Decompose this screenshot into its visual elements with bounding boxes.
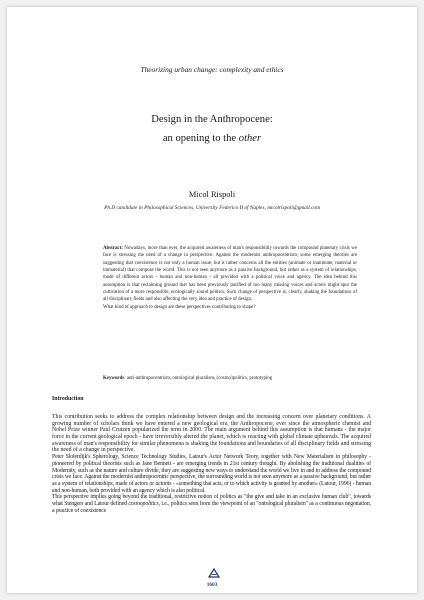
running-header: Theorizing urban change: complexity and ethics (140, 65, 284, 74)
paper-subtitle (7, 133, 417, 144)
abstract-block (103, 245, 357, 311)
body-paragraph-3 (52, 494, 371, 514)
body-paragraph-3-part-a: This perspective implies going beyond the traditional, restrictive notion of politics as "the give and take in an exclusive human club", towards what Stengers and Latour defined (52, 494, 371, 507)
body-paragraph-2-part-b: - «something that acts, or to which activity is granted by another» (Latour, 1996) - human and non-human, both provided with an agency which is also political. (52, 480, 372, 494)
keywords-text: : anti-anthropocentrism, ontological pluralism, (cosmo)politics, prototyping (124, 376, 273, 381)
body-paragraph-1: This contribution seeks to address the complex relationship between design and the increasing concern over planetary conditions. A growing number of scholars think we have entered a new geological era, the Anthropocene, ever since the atmospheric chemist and Nobel Prize winner Paul Crutzen popularized the term in 2000. The main argument behind this assumption is that humans - the major force in the current geological epoch - have irreversibly altered the planet, which is reacting with global climate upheavals. The acquired awareness of man's responsibility for similar phenomena is shaking the foundations and boundaries of all disciplinary fields and stressing the need of a change in perspective. (52, 414, 371, 454)
body-paragraph-2-emphasis: actants (155, 480, 172, 487)
paper-title: Design in the Anthropocene: (151, 114, 273, 125)
author-name: Micol Rispoli (188, 190, 236, 199)
body-paragraph-3-part-b: , i.e., politics seen from the viewpoint of an "ontological pluralism" as a continuous negotiation, a practice of coexistence (52, 500, 371, 514)
body-paragraph-2 (52, 454, 371, 494)
body-paragraph-3-emphasis: cosmopolitics (128, 500, 159, 507)
introduction-body (52, 414, 371, 514)
document-page (7, 7, 417, 593)
keywords-line (103, 376, 363, 381)
keywords-label: Keywords (103, 376, 125, 381)
subtitle-emphasis: other (238, 133, 262, 144)
author-affiliation: Ph.D candidate in Philosophical Sciences, University Federico II of Naples, micolrispoli@gmail.com (104, 205, 320, 211)
abstract-label: Abstract: (103, 246, 123, 251)
abstract-question: What kind of approach to design are these perspectives contributing to shape? (103, 304, 256, 310)
abstract-text: Nowadays, more than ever, the acquired awareness of man's responsibility towards the compound planetary crisis we face is stressing the need of a change in perspective. Against the modernist anthropocentrism, some emerging theories are suggesting that coexistence is not only a human issue, but it rather concerns all the entities (animate or inanimate, material or immaterial) that compose the world. This is not seen anymore as a passive background, but rather as a system of relationships, made of different actors - human and non-human - all provided with a political voice and agency. The idea behind this assumption is that reclaiming ground that has been previously purified of too many missing voices and actors might spur the cultivation of a more responsible, ecologically sound politics. Such change of perspective is, clearly, shaking the foundations of all disciplinary fields and also affecting the very idea and practice of design. (103, 246, 357, 303)
body-paragraph-2-part-a: Peter Sloterdijk's Spherology, Science Technology Studies, Latour's Actor Network Teory, together with New Materialism in philosophy - pioneered by political theorists such as Jane Bennett - are emerging trends in 21st century thought. By abolishing the traditional dualities of Modernity, such as the nature and culture divide, they are suggesting new ways to understand the world we live in and to address the compound crisis we face. Against the modernist anthropocentric perspective, the surrounding world is not seen anymore as a passive background, but rather as a system of relationships, made of actors or (52, 454, 371, 487)
page-number: 1603 (206, 582, 218, 588)
publisher-logo-icon (208, 568, 220, 578)
subtitle-prefix: an opening to the (162, 133, 239, 144)
section-heading-introduction: Introduction (52, 396, 84, 402)
